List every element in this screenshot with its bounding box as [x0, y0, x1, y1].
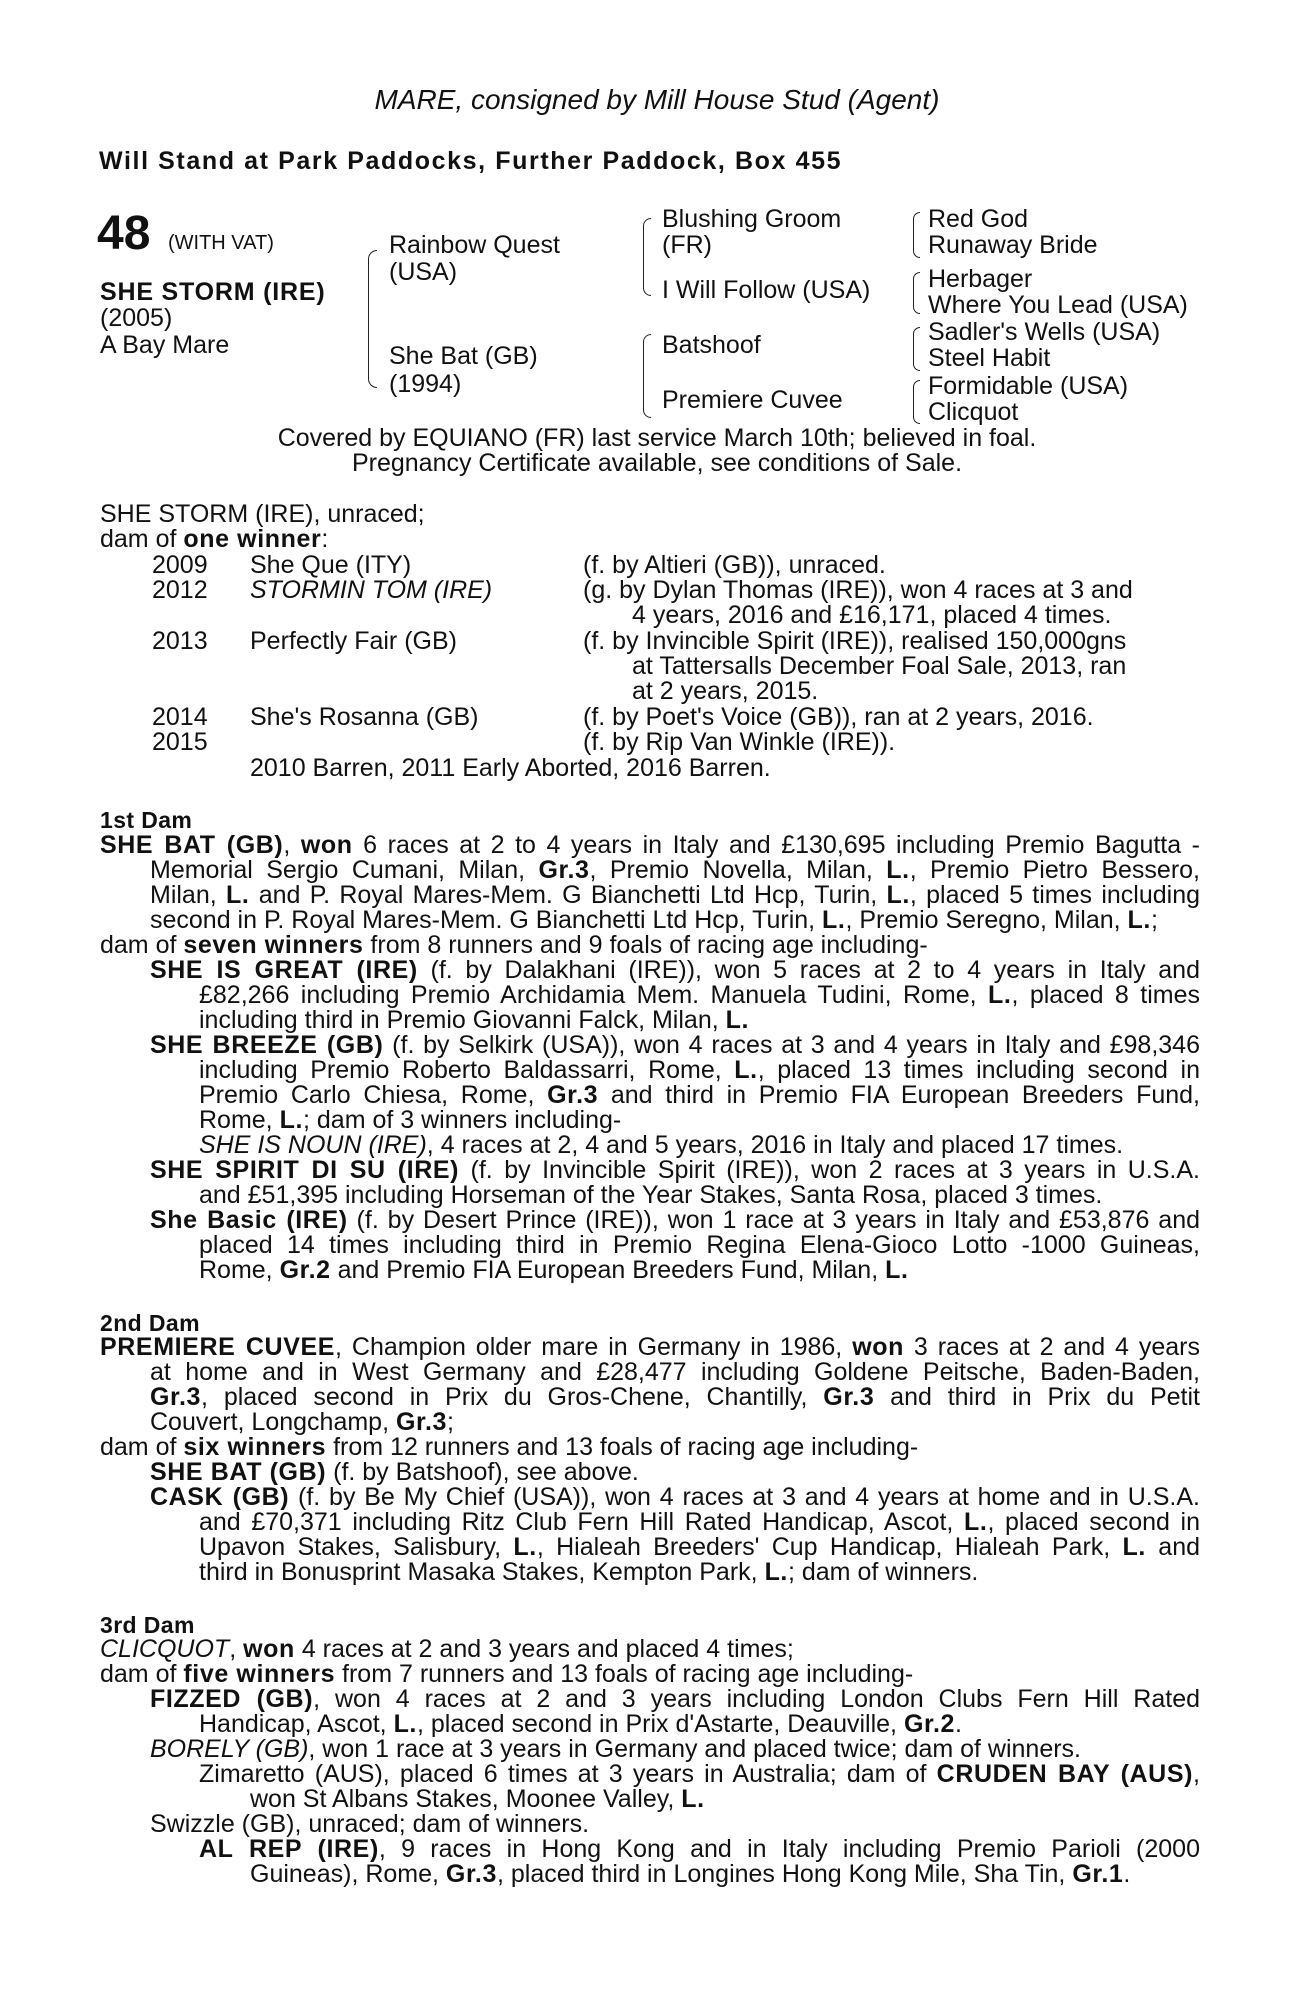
produce-detail: (g. by Dylan Thomas (IRE)), won 4 races at 3 and	[583, 576, 1133, 604]
offspring-line: third in Bonusprint Masaka Stakes, Kempton Park, L.; dam of winners.	[199, 1558, 979, 1586]
produce-detail: (f. by Invincible Spirit (IRE)), realised 150,000gns	[583, 627, 1127, 655]
brace-g3	[913, 327, 920, 371]
produce-name: She Que (ITY)	[250, 551, 412, 579]
produce-intro: SHE STORM (IRE), unraced;	[100, 500, 425, 528]
offspring-line: £82,266 including Premio Archidamia Mem. Manuela Tudini, Rome, L., placed 8 times	[199, 981, 1200, 1009]
horse-desc: A Bay Mare	[100, 331, 230, 359]
brace-g4	[913, 380, 920, 424]
offspring-line: BORELY (GB), won 1 race at 3 years in Germany and placed twice; dam of winners.	[150, 1735, 1082, 1763]
dam2-line: dam of six winners from 12 runners and 13 foals of racing age including-	[100, 1433, 919, 1461]
page-title: MARE, consigned by Mill House Stud (Agent)	[374, 84, 940, 115]
produce-name: STORMIN TOM (IRE)	[250, 576, 493, 604]
section-heading: 3rd Dam	[100, 1612, 195, 1638]
offspring-line: Upavon Stakes, Salisbury, L., Hialeah Breeders' Cup Handicap, Hialeah Park, L. and	[199, 1533, 1200, 1561]
produce-detail: at 2 years, 2015.	[632, 677, 819, 705]
offspring-line: Swizzle (GB), unraced; dam of winners.	[150, 1810, 590, 1838]
dam-line2: (1994)	[389, 370, 462, 398]
offspring-line: Rome, L.; dam of 3 winners including-	[199, 1106, 622, 1134]
offspring-line: placed 14 times including third in Premio Regina Elena-Gioco Lotto -1000 Guineas,	[199, 1231, 1200, 1259]
produce-name: She's Rosanna (GB)	[250, 703, 479, 731]
offspring-line: Handicap, Ascot, L., placed second in Prix d'Astarte, Deauville, Gr.2.	[199, 1710, 962, 1738]
dam2-line: Gr.3, placed second in Prix du Gros-Chene, Chantilly, Gr.3 and third in Prix du Petit	[150, 1383, 1200, 1411]
dam1-line: second in P. Royal Mares-Mem. G Bianchetti Ltd Hcp, Turin, L., Premio Seregno, Milan, L.;	[150, 906, 1158, 934]
sire-dam: I Will Follow (USA)	[662, 276, 871, 304]
brace-gen2-sire	[643, 218, 651, 296]
ggp-1: Red God	[928, 205, 1029, 233]
brace-gen1	[368, 250, 377, 388]
produce-year: 2012	[152, 576, 208, 604]
stand-location: Will Stand at Park Paddocks, Further Paddock, Box 455	[99, 147, 843, 175]
produce-detail: (f. by Poet's Voice (GB)), ran at 2 years, 2016.	[583, 703, 1094, 731]
offspring-line: SHE IS GREAT (IRE) (f. by Dalakhani (IRE)), won 5 races at 2 to 4 years in Italy and	[150, 956, 1200, 984]
offspring-line: and £70,371 including Ritz Club Fern Hill Rated Handicap, Ascot, L., placed second in	[199, 1508, 1201, 1536]
ggp-3: Herbager	[928, 265, 1033, 293]
produce-year: 2013	[152, 627, 208, 655]
offspring-line: and £51,395 including Horseman of the Year Stakes, Santa Rosa, placed 3 times.	[199, 1181, 1103, 1209]
section-heading: 2nd Dam	[100, 1310, 200, 1336]
ggp-6: Steel Habit	[928, 344, 1051, 372]
offspring-line: Rome, Gr.2 and Premio FIA European Breeders Fund, Milan, L.	[199, 1256, 909, 1284]
dam1-line: Milan, L. and P. Royal Mares-Mem. G Bianchetti Ltd Hcp, Turin, L., placed 5 times including	[150, 881, 1200, 909]
dam2-line: at home and in West Germany and £28,477 including Goldene Peitsche, Baden-Baden,	[150, 1358, 1200, 1386]
dam2-line: Couvert, Longchamp, Gr.3;	[150, 1408, 454, 1436]
horse-name: SHE STORM (IRE)	[100, 278, 326, 306]
dam1-line: Memorial Sergio Cumani, Milan, Gr.3, Premio Novella, Milan, L., Premio Pietro Bessero,	[150, 856, 1200, 884]
produce-barren: 2010 Barren, 2011 Early Aborted, 2016 Barren.	[250, 754, 771, 782]
dam-line1: She Bat (GB)	[389, 342, 538, 370]
ggp-8: Clicquot	[928, 398, 1019, 426]
offspring-line: including third in Premio Giovanni Falck, Milan, L.	[199, 1006, 750, 1034]
pregnancy-line: Pregnancy Certificate available, see conditions of Sale.	[351, 449, 963, 477]
ggp-7: Formidable (USA)	[928, 372, 1129, 400]
produce-year: 2015	[152, 728, 208, 756]
offspring-line: FIZZED (GB), won 4 races at 2 and 3 years including London Clubs Fern Hill Rated	[150, 1685, 1200, 1713]
offspring-line: including Premio Roberto Baldassarri, Rome, L., placed 13 times including second in	[199, 1056, 1200, 1084]
brace-g2	[913, 272, 920, 314]
offspring-line: Premio Carlo Chiesa, Rome, Gr.3 and third in Premio FIA European Breeders Fund,	[199, 1081, 1200, 1109]
brace-g1	[913, 212, 920, 258]
vat-note: (WITH VAT)	[168, 232, 274, 254]
sire-line1: Rainbow Quest	[389, 231, 560, 259]
produce-year: 2014	[152, 703, 208, 731]
sire-line2: (USA)	[389, 258, 458, 286]
offspring-line: Zimaretto (AUS), placed 6 times at 3 years in Australia; dam of CRUDEN BAY (AUS),	[199, 1760, 1200, 1788]
offspring-line: SHE SPIRIT DI SU (IRE) (f. by Invincible Spirit (IRE)), won 2 races at 3 years in U.S.A.	[150, 1156, 1200, 1184]
ggp-4: Where You Lead (USA)	[928, 291, 1188, 319]
foal-year: (2005)	[100, 304, 173, 332]
produce-name: Perfectly Fair (GB)	[250, 627, 457, 655]
covered-line: Covered by EQUIANO (FR) last service March 10th; believed in foal.	[277, 424, 1037, 452]
lot-number: 48	[97, 207, 151, 260]
produce-dam-of: dam of one winner:	[100, 525, 329, 553]
brace-gen2-dam	[643, 334, 651, 418]
dam-dam: Premiere Cuvee	[662, 386, 843, 414]
dam1-line: dam of seven winners from 8 runners and 9 foals of racing age including-	[100, 931, 928, 959]
dam1-line: SHE BAT (GB), won 6 races at 2 to 4 years in Italy and £130,695 including Premio Bagutta -	[100, 831, 1200, 859]
offspring-line: Guineas), Rome, Gr.3, placed third in Longines Hong Kong Mile, Sha Tin, Gr.1.	[250, 1860, 1131, 1888]
offspring-line: SHE IS NOUN (IRE), 4 races at 2, 4 and 5 years, 2016 in Italy and placed 17 times.	[199, 1131, 1124, 1159]
offspring-line: AL REP (IRE), 9 races in Hong Kong and in Italy including Premio Parioli (2000	[199, 1835, 1200, 1863]
sire-sire-1: Blushing Groom	[662, 205, 842, 233]
dam-sire: Batshoof	[662, 331, 761, 359]
ggp-5: Sadler's Wells (USA)	[928, 318, 1161, 346]
offspring-line: CASK (GB) (f. by Be My Chief (USA)), won 4 races at 3 and 4 years at home and in U.S.A.	[150, 1483, 1200, 1511]
offspring-line: SHE BAT (GB) (f. by Batshoof), see above.	[150, 1458, 639, 1486]
produce-detail: (f. by Altieri (GB)), unraced.	[583, 551, 886, 579]
dam2-line: PREMIERE CUVEE, Champion older mare in Germany in 1986, won 3 races at 2 and 4 years	[100, 1333, 1200, 1361]
sire-sire-2: (FR)	[662, 231, 712, 259]
ggp-2: Runaway Bride	[928, 231, 1098, 259]
produce-detail: (f. by Rip Van Winkle (IRE)).	[583, 728, 896, 756]
dam3-line: CLICQUOT, won 4 races at 2 and 3 years and placed 4 times;	[100, 1635, 794, 1663]
offspring-line: She Basic (IRE) (f. by Desert Prince (IRE)), won 1 race at 3 years in Italy and £53,876 and	[150, 1206, 1200, 1234]
offspring-line: SHE BREEZE (GB) (f. by Selkirk (USA)), won 4 races at 3 and 4 years in Italy and £98,346	[150, 1031, 1200, 1059]
produce-detail: at Tattersalls December Foal Sale, 2013, ran	[632, 652, 1127, 680]
section-heading: 1st Dam	[100, 807, 193, 833]
offspring-line: won St Albans Stakes, Moonee Valley, L.	[250, 1785, 705, 1813]
dam3-line: dam of five winners from 7 runners and 13 foals of racing age including-	[100, 1660, 914, 1688]
produce-detail: 4 years, 2016 and £16,171, placed 4 times.	[632, 601, 1112, 629]
produce-year: 2009	[152, 551, 208, 579]
